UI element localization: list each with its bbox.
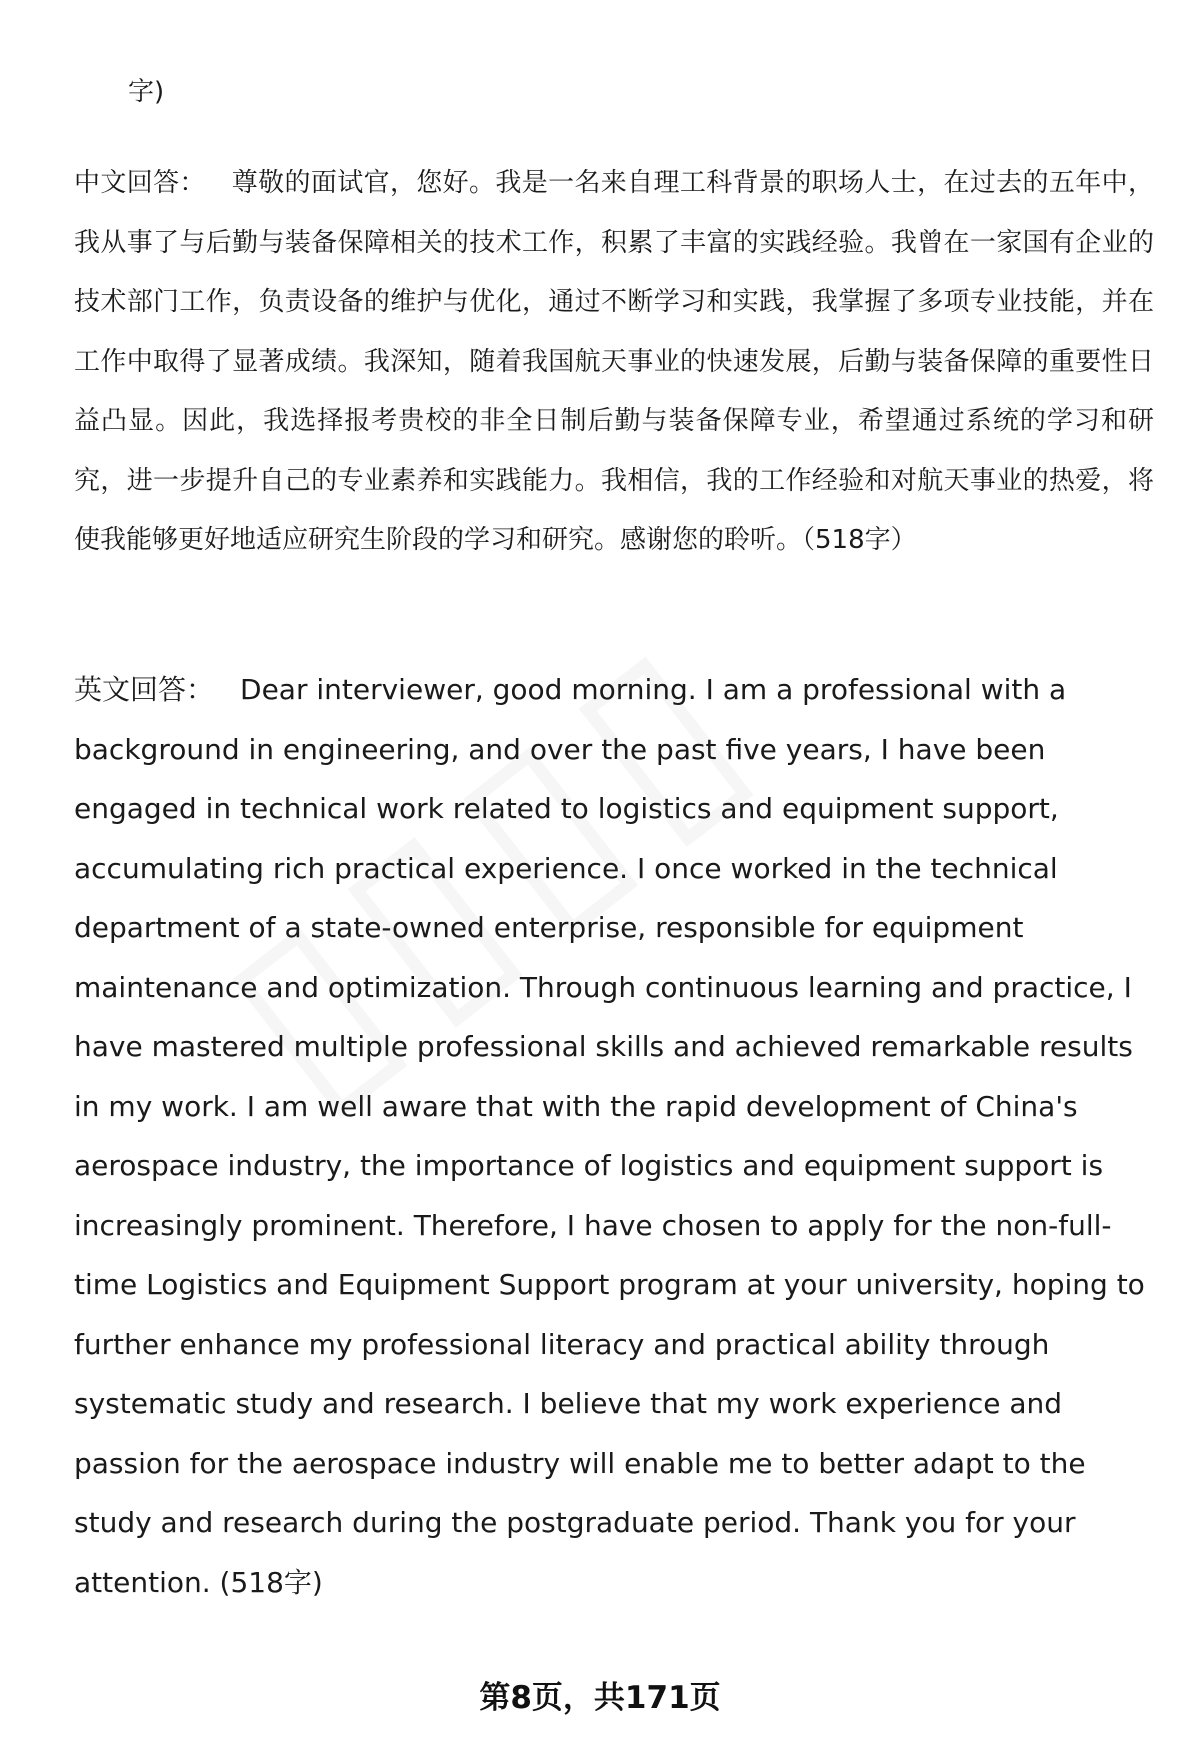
chinese-answer-paragraph: [74, 154, 1154, 571]
english-answer-paragraph: [74, 660, 1154, 1612]
english-answer-label: 英文回答：: [74, 673, 215, 706]
english-answer-text: Dear interviewer, good morning. I am a professional with a background in engineering, and over the past five years, I have been engaged in technical work related to logistics and equipment support, accumulating rich practical experience. I once worked in the technical department of a state-owned enterprise, responsible for equipment maintenance and optimization. Through continuous learning and practice, I have mastered multiple professional skills and achieved remarkable results in my work. I am well aware that with the rapid development of China's aerospace industry, the importance of logistics and equipment support is increasingly prominent. Therefore, I have chosen to apply for the non-full-time Logistics and Equipment Support program at your university, hoping to further enhance my professional literacy and practical ability through systematic study and research. I believe that my work experience and passion for the aerospace industry will enable me to better adapt to the study and research during the postgraduate period. Thank you for your attention. (518字): [74, 673, 1145, 1599]
chinese-answer-text: 尊敬的面试官，您好。我是一名来自理工科背景的职场人士，在过去的五年中，我从事了与后勤与装备保障相关的技术工作，积累了丰富的实践经验。我曾在一家国有企业的技术部门工作，负责设备的维护与优化，通过不断学习和实践，我掌握了多项专业技能，并在工作中取得了显著成绩。我深知，随着我国航天事业的快速发展，后勤与装备保障的重要性日益凸显。因此，我选择报考贵校的非全日制后勤与装备保障专业，希望通过系统的学习和研究，进一步提升自己的专业素养和实践能力。我相信，我的工作经验和对航天事业的热爱，将使我能够更好地适应研究生阶段的学习和研究。感谢您的聆听。（518字）: [74, 168, 1154, 555]
page-number-footer: 第8页，共171页: [479, 1680, 721, 1716]
continued-fragment: 字): [128, 77, 165, 107]
chinese-answer-label: 中文回答：: [74, 168, 206, 198]
